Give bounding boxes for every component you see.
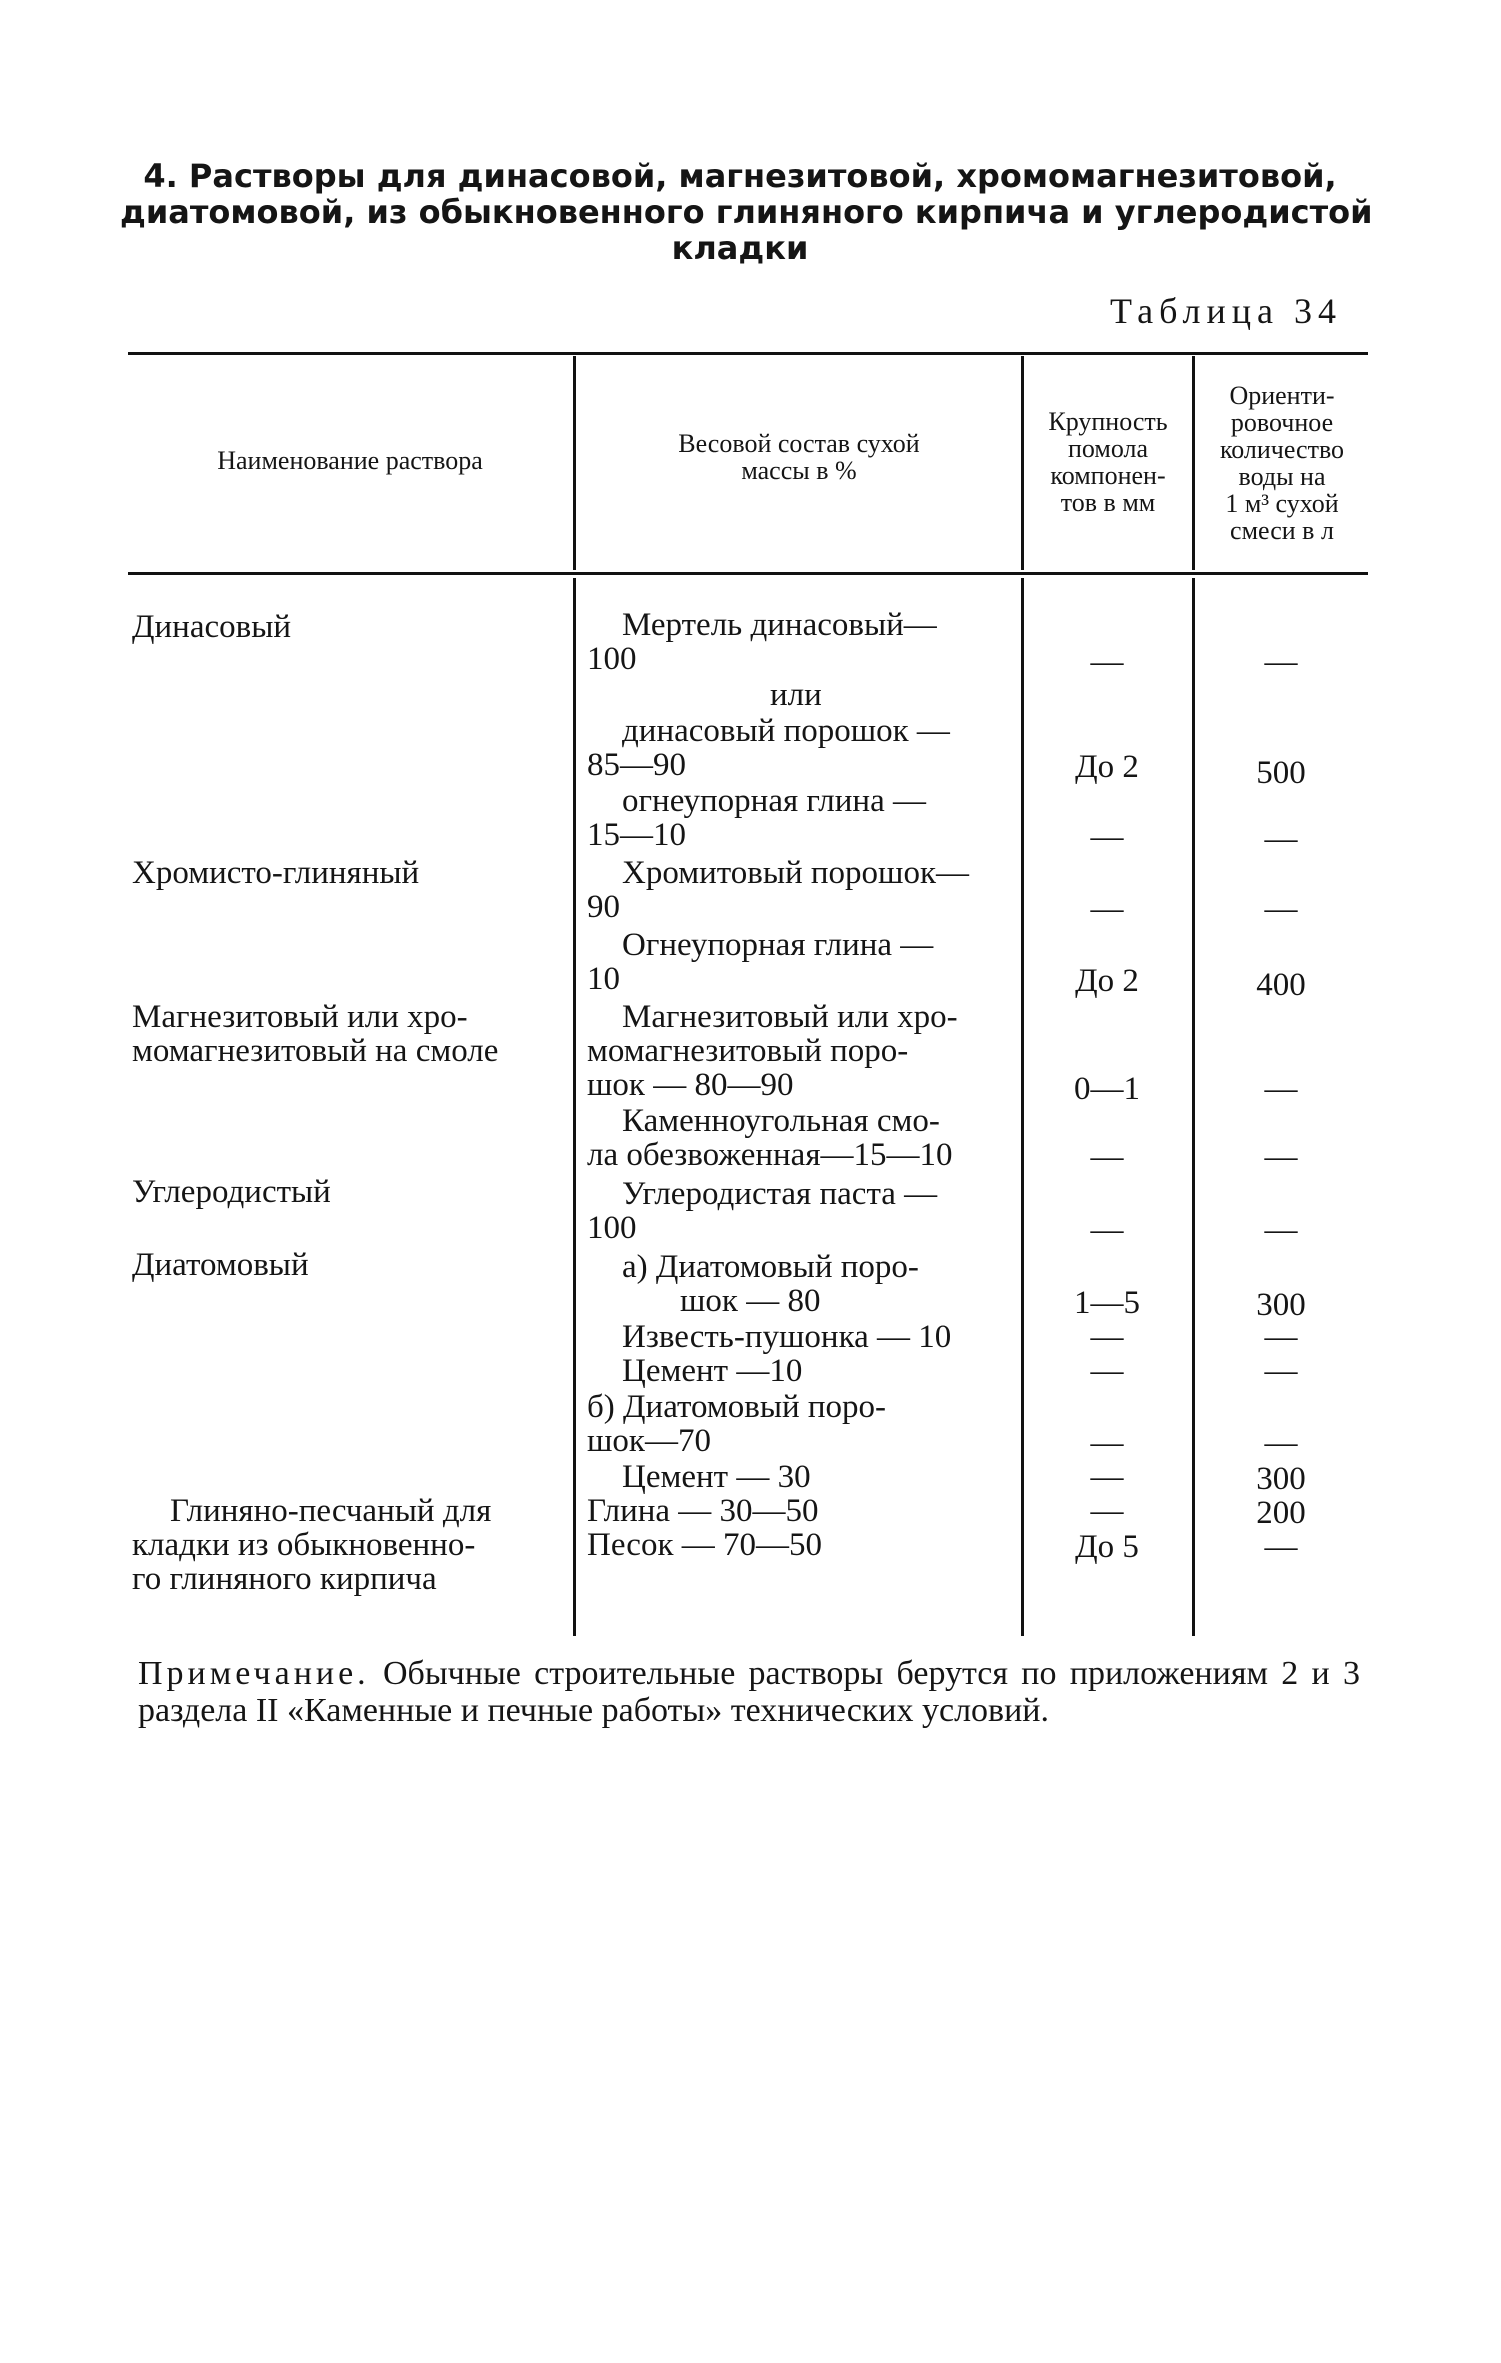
header-composition [580,430,1018,484]
composition-line: Углеродистая паста — [622,1176,938,1212]
header-water-line: Ориенти- [1229,381,1335,410]
water-value: — [1264,1529,1298,1565]
composition-line: момагнезитовый поро- [587,1033,909,1069]
size-value: — [1090,1425,1124,1461]
header-water-line: смеси в л [1230,516,1334,545]
composition-line: Огнеупорная глина — [622,927,934,963]
composition-line: шок — 80 [680,1283,821,1319]
water-value: — [1264,1071,1298,1107]
size-value: — [1090,1353,1124,1389]
row-name-chrom: Хромисто-глиняный [132,855,420,891]
table-header-rule [128,572,1368,575]
water-value: — [1264,1212,1298,1248]
size-value: — [1090,1139,1124,1175]
composition-line: а) Диатомовый поро- [622,1249,919,1285]
size-value: До 5 [1075,1529,1139,1565]
composition-line: 85—90 [587,747,686,783]
heading-line-1: 4. Растворы для динасовой, магнезитовой, хромомагнезитовой, [143,157,1337,195]
size-value: До 2 [1075,749,1139,785]
size-value: До 2 [1075,963,1139,999]
row-name-clay: кладки из обыкновенно- [132,1527,476,1563]
composition-line: Мертель динасовый— [622,607,937,643]
table-note [138,1655,1360,1729]
composition-line: 100 [587,641,637,677]
header-name [130,447,570,474]
water-value: 200 [1256,1495,1306,1531]
composition-line: 10 [587,961,620,997]
water-value: 300 [1256,1461,1306,1497]
water-value: — [1264,1319,1298,1355]
header-water [1196,382,1368,544]
size-value: — [1090,1212,1124,1248]
note-heading: Примечание. [138,1655,370,1692]
composition-line: Каменноугольная смо- [622,1103,940,1139]
column-divider-1 [573,356,576,570]
composition-line: Цемент — 30 [622,1459,811,1495]
composition-line: 100 [587,1210,637,1246]
header-size-line: Крупность [1048,407,1168,436]
header-composition-line: массы в % [741,456,857,485]
water-value: 300 [1256,1287,1306,1323]
header-size-line: тов в мм [1060,488,1156,517]
composition-line: динасовый порошок — [622,713,950,749]
heading-line-3: кладки [671,229,809,267]
size-value: — [1090,891,1124,927]
composition-line: огнеупорная глина — [622,783,926,819]
composition-line: или [770,677,822,713]
composition-line: ла обезвоженная—15—10 [587,1137,953,1173]
heading-line-2: диатомовой, из обыкновенного глиняного кирпича и углеродистой [120,193,1373,231]
header-water-line: 1 м³ сухой [1225,489,1339,518]
column-divider-2 [1021,356,1024,570]
water-value: — [1264,1139,1298,1175]
header-water-line: воды на [1238,462,1326,491]
row-name-diatom: Диатомовый [132,1247,309,1283]
water-value: 500 [1256,755,1306,791]
column-divider-1-body [573,578,576,1636]
size-value: 1—5 [1074,1285,1140,1321]
composition-line: Песок — 70—50 [587,1527,822,1563]
row-name-dinas: Динасовый [132,609,292,645]
header-size [1026,408,1190,516]
row-name-carbon: Углеродистый [132,1174,331,1210]
header-size-line: помола [1067,434,1149,463]
composition-line: шок — 80—90 [587,1067,794,1103]
row-name-clay: го глиняного кирпича [132,1561,437,1597]
size-value: — [1090,1319,1124,1355]
size-value: — [1090,644,1124,680]
composition-line: Глина — 30—50 [587,1493,819,1529]
header-name-label: Наименование раствора [217,446,483,475]
row-name-magn: момагнезитовый на смоле [132,1033,499,1069]
note-text: Обычные строительные растворы берутся по приложениям 2 и 3 раздела II «Каменные и печные работы» технических условий. [138,1655,1360,1729]
size-value: 0—1 [1074,1071,1140,1107]
composition-line: Хромитовый порошок— [622,855,969,891]
size-value: — [1090,819,1124,855]
row-name-clay: Глиняно-песчаный для [170,1493,492,1529]
size-value: — [1090,1493,1124,1529]
composition-line: б) Диатомовый поро- [587,1389,887,1425]
water-value: — [1264,1425,1298,1461]
composition-line: Магнезитовый или хро- [622,999,958,1035]
row-name-magn: Магнезитовый или хро- [132,999,468,1035]
composition-line: шок—70 [587,1423,711,1459]
size-value: — [1090,1459,1124,1495]
table-heading [120,157,1373,267]
water-value: 400 [1256,967,1306,1003]
water-value: — [1264,1353,1298,1389]
header-water-line: ровочное [1230,408,1334,437]
header-size-line: компонен- [1050,461,1166,490]
water-value: — [1264,891,1298,927]
composition-line: 90 [587,889,620,925]
table-number-label: Таблица 34 [1110,291,1342,331]
water-value: — [1264,644,1298,680]
column-divider-3 [1192,356,1195,570]
composition-line: 15—10 [587,817,686,853]
header-water-line: количество [1219,435,1345,464]
composition-line: Цемент —10 [622,1353,803,1389]
composition-line: Известь-пушонка — 10 [622,1319,952,1355]
water-value: — [1264,821,1298,857]
header-composition-line: Весовой состав сухой [678,429,920,458]
table-top-rule [128,352,1368,355]
